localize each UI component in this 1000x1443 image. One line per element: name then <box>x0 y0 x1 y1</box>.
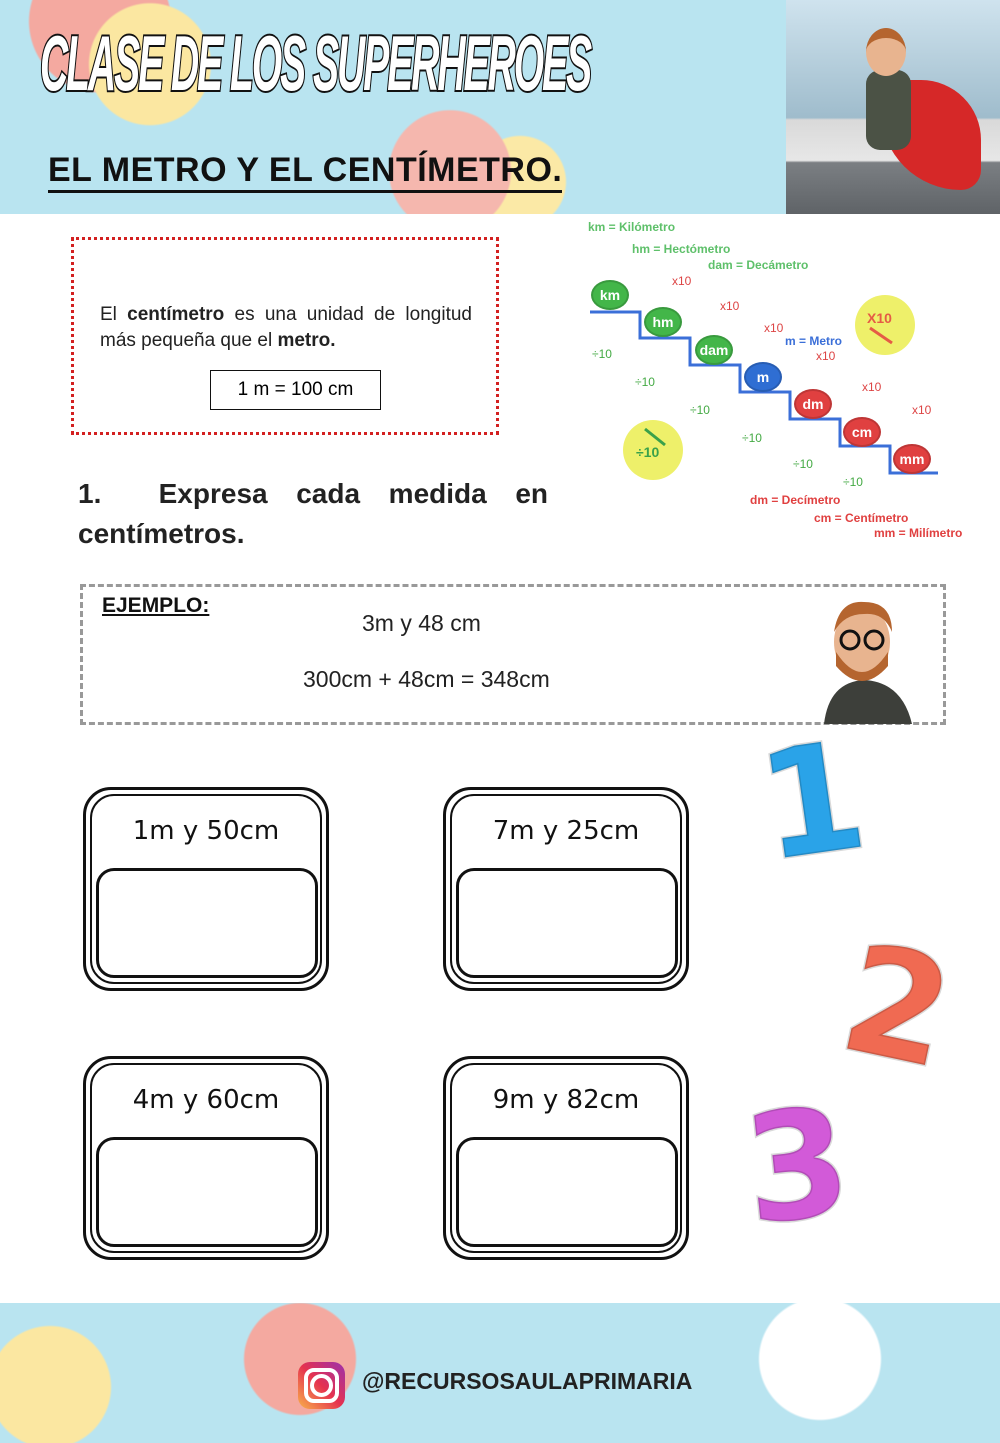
divide-label: ÷10 <box>843 475 863 489</box>
unit-conversion-diagram <box>580 215 990 545</box>
unit-cm: cm <box>843 417 881 447</box>
legend-dam: dam = Decámetro <box>708 258 809 272</box>
multiply-label: x10 <box>764 321 784 335</box>
divide-label: ÷10 <box>592 347 612 361</box>
multiply-label: x10 <box>720 299 740 313</box>
header-banner <box>0 0 1000 214</box>
exercise-label: 7m y 25cm <box>492 816 640 846</box>
instagram-icon <box>298 1362 345 1409</box>
legend-mm: mm = Milímetro <box>874 526 963 540</box>
unit-dam: dam <box>695 335 733 365</box>
answer-input-4[interactable] <box>456 1137 678 1247</box>
multiply-label: x10 <box>912 403 932 417</box>
unit-dm: dm <box>794 389 832 419</box>
legend-cm: cm = Centímetro <box>814 511 909 525</box>
legend-hm: hm = Hectómetro <box>632 242 731 256</box>
divide-label: ÷10 <box>793 457 813 471</box>
decorative-number-2: 2 <box>828 911 967 1103</box>
example-given: 3m y 48 cm <box>362 610 481 636</box>
example-solution: 300cm + 48cm = 348cm <box>303 666 550 692</box>
multiply-label: x10 <box>672 274 692 288</box>
divide-label: ÷10 <box>690 403 710 417</box>
legend-m: m = Metro <box>785 334 843 348</box>
multiply-badge: X10 <box>867 310 892 326</box>
exercise-card-4 <box>443 1056 689 1260</box>
unit-m: m <box>744 362 782 392</box>
multiply-label: x10 <box>862 380 882 394</box>
divide-badge: ÷10 <box>636 444 660 460</box>
answer-input-1[interactable] <box>96 868 318 978</box>
definition-text: El centímetro es una unidad de longitud más pequeña que el metro. <box>100 304 472 351</box>
decorative-number-3: 3 <box>736 1075 859 1259</box>
exercise-label: 9m y 82cm <box>492 1085 640 1115</box>
worksheet-subtitle: EL METRO Y EL CENTÍMETRO. <box>48 150 562 193</box>
exercise-card-2 <box>443 787 689 991</box>
thinking-avatar-image <box>814 592 914 724</box>
unit-mm: mm <box>893 444 931 474</box>
exercise-card-3 <box>83 1056 329 1260</box>
exercise-card-1 <box>83 787 329 991</box>
worksheet-title: CLASE DE LOS SUPERHEROES <box>40 19 591 107</box>
instagram-handle: @RECURSOSAULAPRIMARIA <box>362 1368 693 1394</box>
question-heading: 1. Expresa cada medida en centímetros. <box>78 478 549 549</box>
unit-hm: hm <box>644 307 682 337</box>
legend-dm: dm = Decímetro <box>750 493 841 507</box>
example-label: EJEMPLO: <box>102 594 210 617</box>
divide-label: ÷10 <box>742 431 762 445</box>
answer-input-3[interactable] <box>96 1137 318 1247</box>
answer-input-2[interactable] <box>456 868 678 978</box>
superhero-avatar-image <box>786 0 1000 214</box>
exercise-label: 1m y 50cm <box>132 816 280 846</box>
legend-km: km = Kilómetro <box>588 220 676 234</box>
exercise-label: 4m y 60cm <box>132 1085 280 1115</box>
unit-km: km <box>591 280 629 310</box>
divide-label: ÷10 <box>635 375 655 389</box>
multiply-label: x10 <box>816 349 836 363</box>
decorative-number-1: 1 <box>748 708 876 896</box>
equivalence-box: 1 m = 100 cm <box>210 370 381 410</box>
